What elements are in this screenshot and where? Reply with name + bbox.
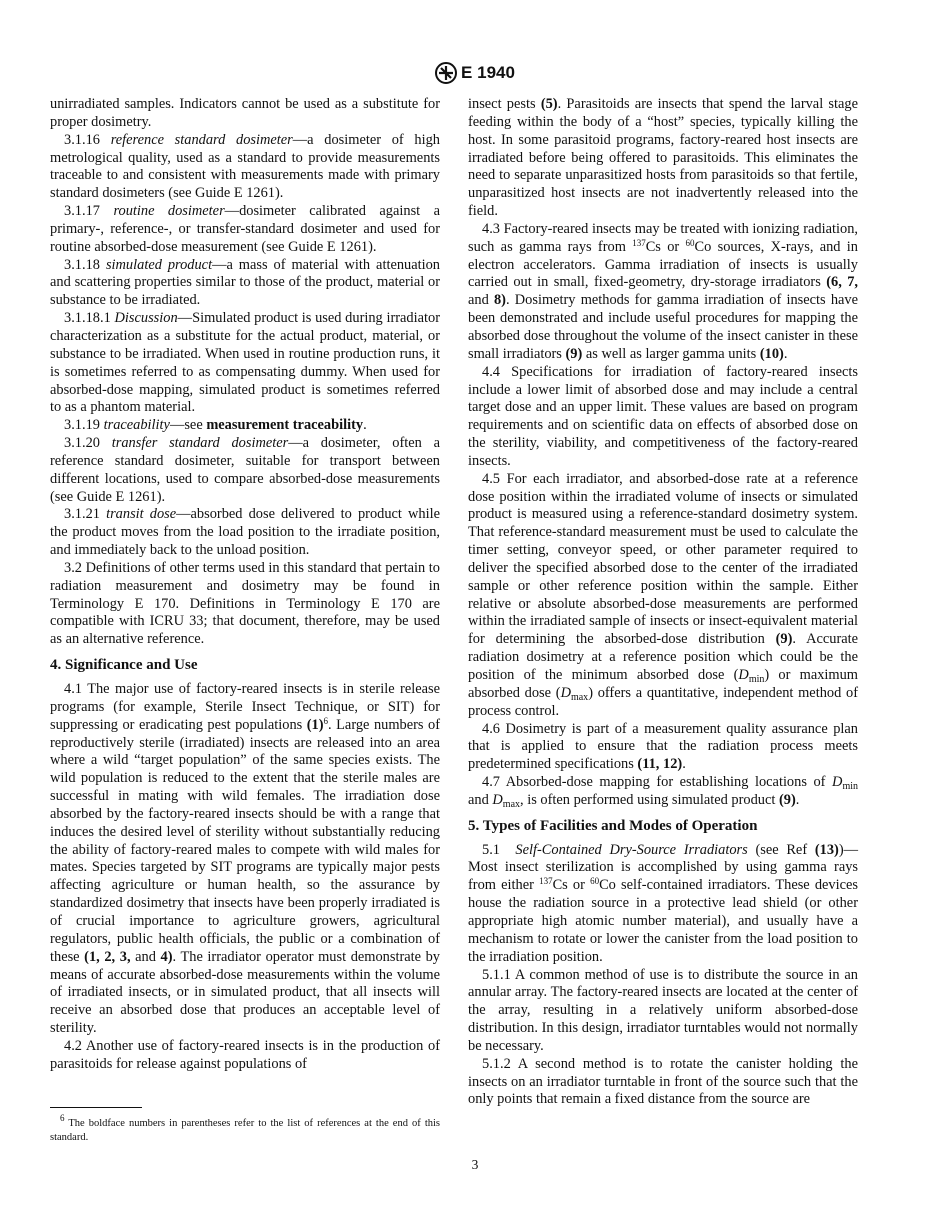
page-number: 3: [471, 1157, 479, 1172]
paragraph-4-2-cont: insect pests (5). Parasitoids are insects that spend the larval stage feeding within the body of a “host” species, typically killing the host. In some parasitoid programs, factory-reared host insects are irradiated before being offered to parasitoids. This eliminates the need to separate unparasitized hosts from parasitoids so that fertile, unparasitized host insects are not inadvertently released into the field.: [468, 96, 858, 220]
definition-3-1-17: 3.1.17 routine dosimeter—dosimeter calibrated against a primary-, reference-, or transfer-standard dosimeter and used for routine absorbed-dose measurement (see Guide E 1261).: [50, 203, 441, 255]
section-heading-4: 4. Significance and Use: [50, 657, 198, 674]
paragraph-4-7: 4.7 Absorbed-dose mapping for establishing locations of $D_{min}$ and $D_{max}$, is often performed using simulated product (9).: [468, 774, 858, 810]
footnote: $^6$ The boldface numbers in parentheses refer to the list of references at the end of this standard.: [50, 1113, 440, 1143]
definition-3-1-18: 3.1.18 simulated product—a mass of material with attenuation and scattering properties similar to those of the product, material or substance to be irradiated.: [50, 256, 440, 309]
paragraph-5-1-1: 5.1.1 A common method of use is to distribute the source in an annular array. The factory-reared insects are located at the center of the array, resulting in a relatively uniform absorbed-dose distribution. In this design, irradiator turntables would not normally be necessary.: [468, 966, 858, 1054]
page-header: [0, 62, 950, 84]
astm-logo-icon: [435, 62, 457, 84]
definition-3-1-19: 3.1.19 traceability—see measurement traceability.: [64, 417, 367, 434]
paragraph-4-5: 4.5 For each irradiator, and absorbed-dose rate at a reference dose position within the irradiated volume of insects or simulated product is measured using a reference-standard dosimetry system. That reference-standard measurement must be used to calculate the timer setting, conveyor speed, or other parameter required to deliver the specified absorbed dose to the center of the irradiated sample or other reference position within the sample. Either relative or absolute absorbed-dose measurements are performed within the irradiated sample of insects or insect-equivalent material for determining the absorbed-dose distribution (9). Accurate radiation dosimetry at a reference position which could be the position of the minimum absorbed dose $(D_{min})$ or maximum absorbed dose $(D_{max})$ offers a quantitative, independent method of process control.: [468, 470, 859, 719]
definition-3-1-21: 3.1.21 transit dose—absorbed dose delivered to product while the product moves from the load position to the irradiate position, and immediately back to the unload position.: [50, 506, 440, 559]
paragraph-5-1-2: 5.1.2 A second method is to rotate the canister holding the insects on an irradiator turntable in front of the source such that the only points that remain a fixed distance from the source are: [468, 1055, 858, 1108]
paragraph-4-2: 4.2 Another use of factory-reared insects is in the production of parasitoids for release against populations of: [50, 1037, 440, 1072]
section-heading-5: 5. Types of Facilities and Modes of Operation: [468, 817, 758, 834]
standard-designation: E 1940: [461, 63, 515, 82]
discussion-3-1-18-1: 3.1.18.1 Discussion—Simulated product is used during irradiator characterization as a substitute for the actual product, material, or substance to be irradiated. When used in routine production runs, it is sometimes referred to as compensating dummy. When used for absorbed-dose mapping, simulated product is sometimes referred to as a phantom material.: [50, 310, 440, 416]
paragraph-5-1: 5.1 Self-Contained Dry-Source Irradiators (see Ref (13))—Most insect sterilization is accomplished by using gamma rays from either $^{137}$Cs or $^{60}$Co self-contained irradiators. These devices house the radiation source in a protective lead shield (or other appropriate high atomic number material), and usually have a mechanism to rotate or lower the canister from the load position to the irradiation position.: [468, 841, 859, 965]
paragraph: unirradiated samples. Indicators cannot be used as a substitute for proper dosimetry.: [50, 96, 440, 130]
paragraph-4-1: 4.1 The major use of factory-reared insects is in sterile release programs (for example, Sterile Insect Technique, or SIT) for suppressing or eradicating pest populations $(1)^6$. Large numbers of reproductively sterile (irradiated) insects are released into an area where a wild “target population” of the same species exists. The wild population is reduced to the extent that the sterile males are successful in mating with wild females. The irradiation dose absorbed by the factory-reared insects should be with a range that induces the desired level of sterility without substantially reducing the ability of factory-reared males to compete with wild males for mates. Species targeted by SIT programs are typically major pests affecting agriculture or human health, so the assurance by standardized dosimetry that insects have been properly irradiated is of crucial importance to agriculture growers, agricultural regulators, public health officials, the public or a combination of these (1, 2, 3, and 4). The irradiator operator must demonstrate by means of accurate absorbed-dose measurements within the volume of irradiated insects, or in simulated product, that all insects will receive an absorbed dose that produces an acceptable level of sterility.: [50, 681, 441, 1037]
paragraph-4-6: 4.6 Dosimetry is part of a measurement quality assurance plan that is applied to ensure that the radiation process meets predetermined specifications (11, 12).: [468, 720, 858, 773]
definition-3-1-20: 3.1.20 transfer standard dosimeter—a dosimeter, often a reference standard dosimeter, suitable for transport between different locations, used to compare absorbed-dose measurements (see Guide E 1261).: [50, 435, 440, 505]
footnote-rule: [50, 1107, 142, 1108]
definition-3-1-16: 3.1.16 reference standard dosimeter—a dosimeter of high metrological quality, used as a standard to provide measurements traceable to and consistent with measurements made with primary standard dosimeters (see Guide E 1261).: [50, 131, 440, 202]
paragraph-4-4: 4.4 Specifications for irradiation of factory-reared insects include a lower limit of absorbed dose and may include a central target dose and an upper limit. These values are based on program requirements and on scientific data on effects of absorbed dose on the sterility, viability, and competitiveness of the factory-reared insects.: [468, 363, 858, 469]
paragraph-4-3: 4.3 Factory-reared insects may be treated with ionizing radiation, such as gamma rays from $^{137}$Cs or $^{60}$Co sources, X-rays, and in electron accelerators. Gamma irradiation of insects is usually carried out in small, fixed-geometry, dry-storage irradiators (6, 7, and 8). Dosimetry methods for gamma irradiation of insects have been demonstrated and include useful procedures for mapping the absorbed dose throughout the volume of the insect canister in these small irradiators (9) as well as larger gamma units (10).: [468, 220, 858, 362]
right-column: [468, 96, 858, 1109]
paragraph-3-2: 3.2 Definitions of other terms used in this standard that pertain to radiation measurement and dosimetry may be found in Terminology E 170. Definitions in Terminology E 170 are compatible with ICRU 33; that document, therefore, may be used as an alternative reference.: [50, 559, 440, 648]
left-column: [50, 96, 440, 1074]
